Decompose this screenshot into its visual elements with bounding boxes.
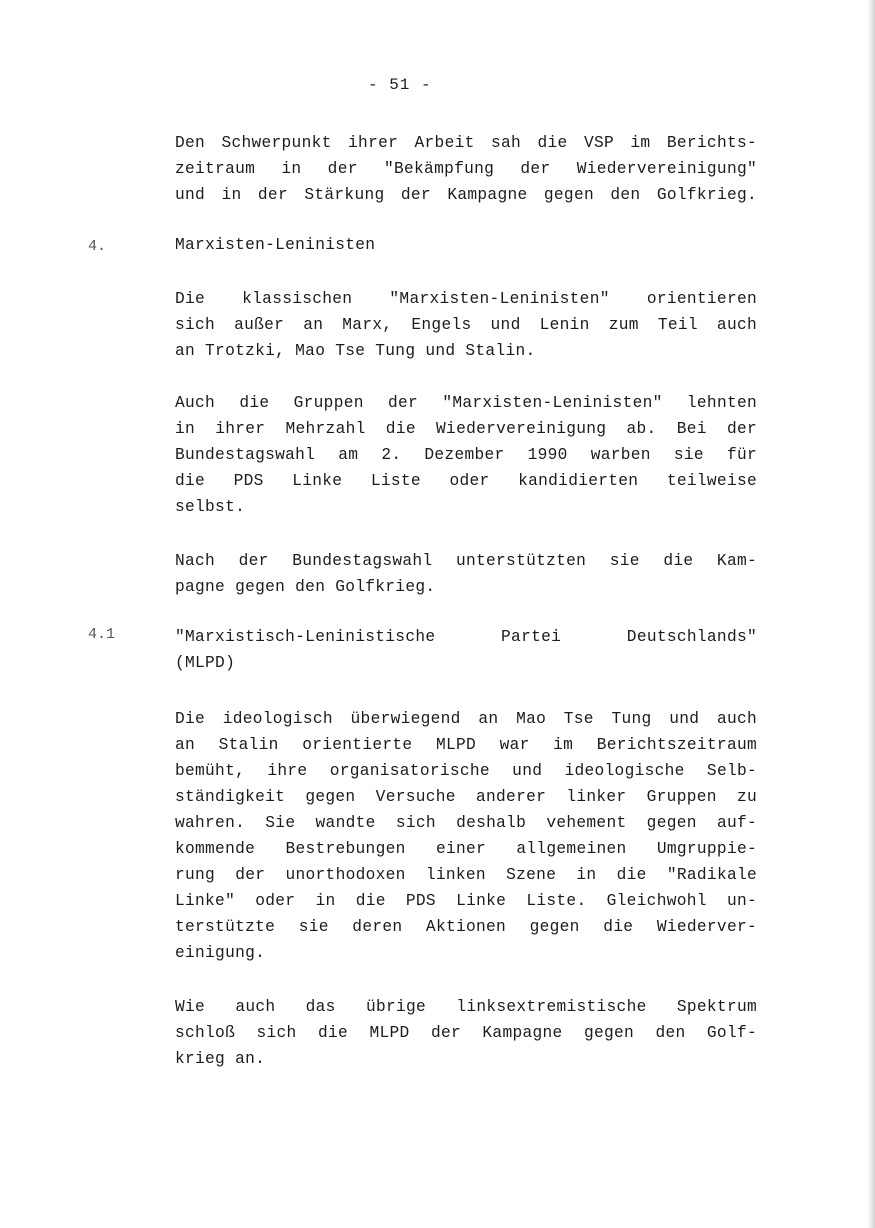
text-line: einigung. — [175, 944, 266, 962]
text-line: die PDS Linke Liste oder kandidierten teilweise — [175, 472, 757, 490]
section-4-1-paragraph-1 — [175, 706, 757, 966]
section-4-paragraph-3 — [175, 548, 757, 600]
text-line: Nach der Bundestagswahl unterstützten sie die Kam- — [175, 552, 757, 570]
text-line: an Trotzki, Mao Tse Tung und Stalin. — [175, 342, 536, 360]
text-line: Die klassischen "Marxisten-Leninisten" orientieren — [175, 290, 757, 308]
text-line: bemüht, ihre organisatorische und ideologische Selb- — [175, 762, 757, 780]
text-line: Den Schwerpunkt ihrer Arbeit sah die VSP im Berichts- — [175, 134, 757, 152]
section-4-paragraph-2 — [175, 390, 757, 520]
text-line: krieg an. — [175, 1050, 266, 1068]
text-line: rung der unorthodoxen linken Szene in die "Radikale — [175, 866, 757, 884]
text-line: pagne gegen den Golfkrieg. — [175, 578, 436, 596]
text-line: in ihrer Mehrzahl die Wiedervereinigung ab. Bei der — [175, 420, 757, 438]
text-line: terstützte sie deren Aktionen gegen die Wiederver- — [175, 918, 757, 936]
page-edge-shadow — [867, 0, 875, 1228]
heading-line: "Marxistisch-Leninistische Partei Deutschlands" — [175, 628, 757, 646]
text-line: Linke" oder in die PDS Linke Liste. Gleichwohl un- — [175, 892, 757, 910]
text-line: wahren. Sie wandte sich deshalb vehement gegen auf- — [175, 814, 757, 832]
text-line: Auch die Gruppen der "Marxisten-Leninisten" lehnten — [175, 394, 757, 412]
section-heading: Marxisten-Leninisten — [175, 236, 376, 254]
text-line: Wie auch das übrige linksextremistische Spektrum — [175, 998, 757, 1016]
text-line: Bundestagswahl am 2. Dezember 1990 warben sie für — [175, 446, 757, 464]
section-number: 4. — [88, 238, 107, 255]
text-line: schloß sich die MLPD der Kampagne gegen den Golf- — [175, 1024, 757, 1042]
section-4-paragraph-1 — [175, 286, 757, 364]
subsection-number: 4.1 — [88, 626, 116, 643]
text-line: zeitraum in der "Bekämpfung der Wiedervereinigung" — [175, 160, 757, 178]
section-4-1-paragraph-2 — [175, 994, 757, 1072]
heading-line: (MLPD) — [175, 654, 236, 672]
text-line: selbst. — [175, 498, 246, 516]
text-line: ständigkeit gegen Versuche anderer linker Gruppen zu — [175, 788, 757, 806]
intro-paragraph — [175, 130, 757, 208]
text-line: sich außer an Marx, Engels und Lenin zum Teil auch — [175, 316, 757, 334]
text-line: Die ideologisch überwiegend an Mao Tse Tung und auch — [175, 710, 757, 728]
text-line: an Stalin orientierte MLPD war im Berichtszeitraum — [175, 736, 757, 754]
text-line: und in der Stärkung der Kampagne gegen den Golfkrieg. — [175, 186, 757, 204]
text-line: kommende Bestrebungen einer allgemeinen Umgruppie- — [175, 840, 757, 858]
subsection-heading — [175, 624, 757, 676]
page-number: - 51 - — [368, 76, 432, 94]
